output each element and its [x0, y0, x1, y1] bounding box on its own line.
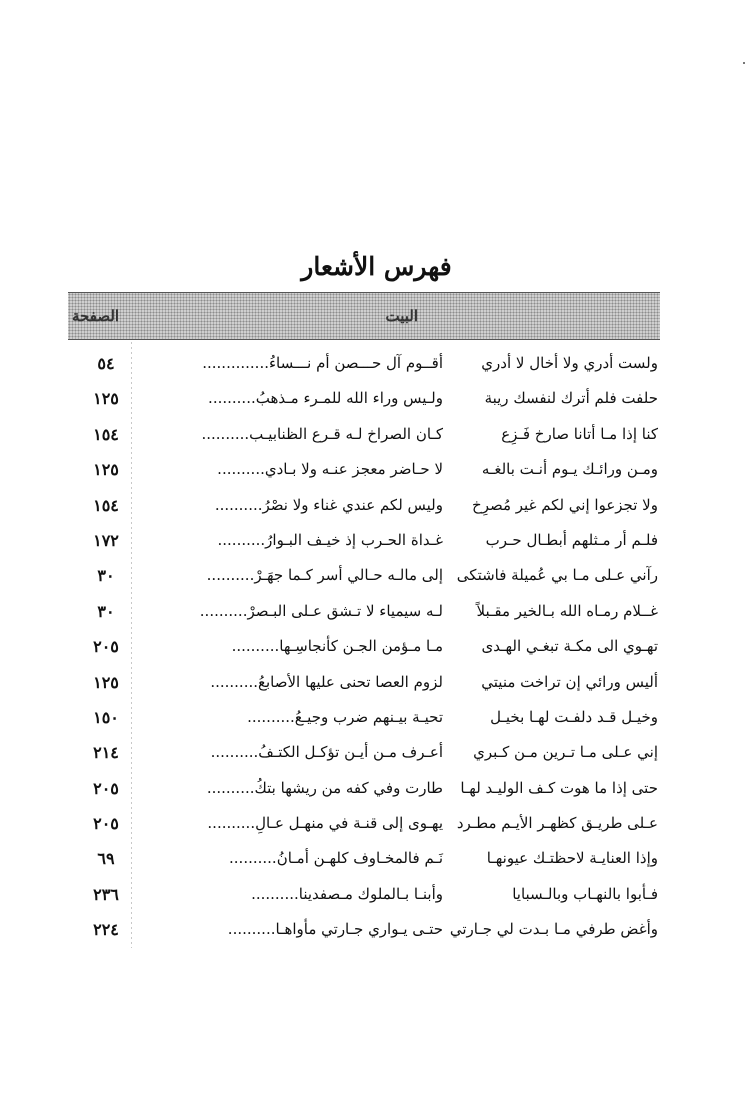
verse-start: وأغض طرفي مـا بـدت لي جـارتي	[449, 920, 658, 939]
table-row	[68, 665, 660, 700]
verse-start: ومـن ورائـك يـوم أنـت بالغـه	[481, 460, 658, 479]
verse-start: كنا إذا مـا أتانا صارخ فَـزِع	[501, 424, 658, 443]
table-row	[68, 452, 660, 487]
table-row	[68, 806, 660, 841]
page-number: ٣٠	[97, 566, 115, 586]
verse-end: تحيـة بيـنهم ضرب وجيـعُ..........	[247, 707, 443, 726]
page-number: ٢٢٤	[93, 920, 119, 940]
page-number: ٢٠٥	[93, 637, 119, 657]
page-number: ٢٠٥	[93, 814, 119, 834]
verse-end: لـه سيمياء لا تـشق عـلى البـصرْ..........	[199, 601, 443, 620]
verse-end: يهـوى إلى قنـة في منهـل عـالِ..........	[207, 814, 443, 833]
table-row	[68, 841, 660, 876]
table-row	[68, 417, 660, 452]
margin-mark	[743, 62, 745, 64]
verse-end: وأبنـا بـالملوك مـصفدينا..........	[251, 884, 443, 903]
verse-start: وإذا العنايـة لاحظتـك عيونهـا	[486, 849, 658, 868]
page-number: ٢١٤	[93, 743, 119, 763]
verse-end: أقــوم آل حـــصن أم نـــساءُ..............	[202, 354, 443, 372]
table-row	[68, 346, 660, 381]
page-number: ١٥٤	[93, 424, 119, 444]
verse-start: حلفت فلم أترك لنفسك ريبة	[484, 389, 658, 408]
page-number: ٥٤	[97, 354, 115, 373]
table-row	[68, 558, 660, 593]
table-row	[68, 594, 660, 629]
page-number: ١٥٠	[93, 707, 119, 727]
verse-end: لا حـاضر معجز عنـه ولا بـادي..........	[217, 460, 443, 479]
page-number: ١٥٤	[93, 495, 119, 515]
verse-end: إلى مالـه حـالي أسر كـما جهَـرْ..........	[206, 566, 443, 585]
table-row	[68, 771, 660, 806]
table-row	[68, 877, 660, 912]
verse-end: وليس لكم عندي غناء ولا نصْرُ..........	[214, 495, 443, 514]
verse-start: إني عـلى مـا تـرين مـن كـبري	[473, 743, 658, 762]
table-body	[68, 346, 660, 948]
table-row	[68, 523, 660, 558]
page-number: ١٢٥	[93, 460, 119, 480]
verse-start: رآني عـلى مـا بي عُميلة فاشتكى	[456, 566, 658, 585]
page-number: ٦٩	[97, 849, 115, 869]
table-header	[68, 292, 660, 340]
verse-start: أليس ورائي إن تراخت منيتي	[481, 672, 658, 691]
table-row	[68, 912, 660, 947]
table-row	[68, 381, 660, 416]
verse-start: فلـم أر مـثلهم أبطـال حـرب	[485, 530, 658, 549]
verse-end: حتـى يـواري جـارتي مأواهـا..........	[227, 920, 443, 939]
page-number: ٣٠	[97, 601, 115, 621]
table-row	[68, 735, 660, 770]
page-number: ١٢٥	[93, 389, 119, 409]
verse-start: حتى إذا ما هوت كـف الوليـد لهـا	[460, 778, 658, 797]
verse-end: أعـرف مـن أيـن تؤكـل الكتـفُ..........	[210, 743, 443, 762]
page-title: فهرس الأشعار	[301, 252, 452, 281]
poetry-index-table	[68, 292, 660, 948]
table-row	[68, 629, 660, 664]
verse-start: فـأبوا بالنهـاب وبالـسبايا	[512, 884, 658, 903]
verse-start: ولا تجزعوا إني لكم غير مُصرِخ	[472, 495, 658, 514]
verse-start: ولست أدري ولا أخال لا أدري	[481, 354, 658, 372]
verse-end: كـان الصراخ لـه قـرع الظنابيـب..........	[201, 424, 443, 443]
page-number: ٢٠٥	[93, 778, 119, 798]
verse-end: نَـم فالمخـاوف كلهـن أمـانُ..........	[229, 849, 443, 868]
verse-end: مـا مـؤمن الجـن كأنجاسِـها..........	[231, 637, 443, 656]
verse-end: غـداة الحـرب إذ خيـف البـوارُ..........	[217, 530, 443, 549]
verse-start: عـلى طريـق كظهـر الأيـم مطـرد	[456, 814, 658, 833]
verse-end: ولـيس وراء الله للمـرء مـذهبُ..........	[208, 389, 443, 408]
table-row	[68, 488, 660, 523]
verse-start: وخيـل قـد دلفـت لهـا بخيـل	[490, 707, 658, 726]
header-verse: البيت	[385, 307, 418, 325]
verse-end: لزوم العصا تحنى عليها الأصابعُ..........	[210, 672, 443, 691]
page-number: ١٢٥	[93, 672, 119, 692]
verse-start: تهـوي الى مكـة تبغـي الهـدى	[481, 637, 658, 656]
table-row	[68, 700, 660, 735]
header-page: الصفحة	[72, 307, 120, 325]
page-number: ٢٣٦	[93, 884, 119, 904]
verse-start: غــلام رمـاه الله بـالخير مقـبلاً	[476, 601, 658, 620]
verse-end: طارت وفي كفه من ريشها بتكُ..........	[206, 778, 443, 797]
page-number: ١٧٢	[93, 530, 119, 550]
